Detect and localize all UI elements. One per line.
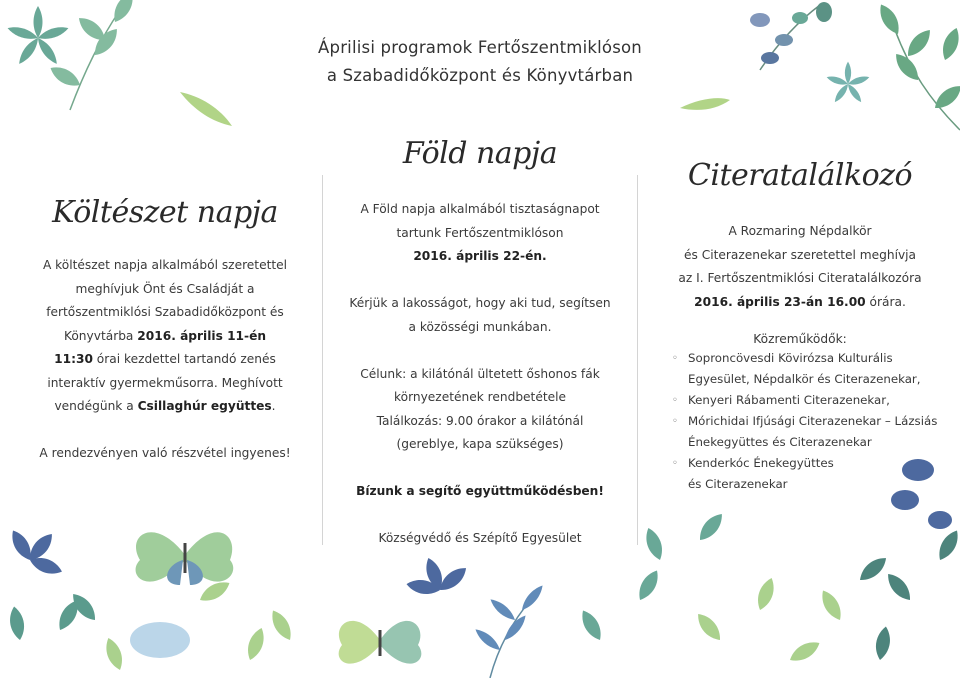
leaf-branch-icon [7,527,296,672]
leaf-branch-icon [473,583,546,678]
list-item [670,390,950,411]
citera-line-1: A Rozmaring Népdalkör [728,224,872,238]
contributor-3-line-2: Énekegyüttes és Citerazenekar [688,435,872,449]
citera-date: 2016. április 23-án 16.00 [694,294,866,309]
kolteszet-line-1: A költészet napja alkalmából szeretettel [42,258,288,272]
fold-line-7: környezetének rendbetétele [393,390,566,404]
contributor-2-line-1: Kenyeri Rábamenti Citerazenekar, [688,393,890,407]
contributor-1-line-1: Soproncövesdi Kövirózsa Kulturális [688,351,893,365]
contributors-list [670,348,950,495]
bullet-icon: ◦ [672,395,678,406]
fold-organizer: Községvédő és Szépítő Egyesület [378,531,582,545]
section-title-citeratalalkozo: Citeratalálkozó [687,158,913,193]
list-item [670,411,950,453]
header-line-2: a Szabadidőközpont és Könyvtárban [326,66,634,85]
kolteszet-line-4-text: Könyvtárba [63,328,138,343]
kolteszet-line-5 [20,348,310,372]
leaf-branch-icon [405,556,470,597]
fold-line-2: tartunk Fertőszentmiklóson [396,225,564,240]
kolteszet-line-6: interaktív gyermekműsorra. Meghívott [47,375,283,390]
bullet-icon: ◦ [672,458,678,469]
bullet-icon: ◦ [672,416,678,427]
citera-line-4-text: órára. [865,294,906,309]
kolteszet-line-5-text: órai kezdettel tartandó zenés [92,352,276,366]
butterfly-icon [136,532,234,585]
kolteszet-line-7-text: vendégünk a [54,399,138,413]
citera-line-4 [650,291,950,315]
contributor-4-line-2: és Citerazenekar [688,477,788,491]
list-item [670,348,950,390]
header-line-1: Áprilisi programok Fertőszentmiklóson [318,38,642,57]
fold-date: 2016. április 22-én. [413,249,547,263]
contributor-4-line-1: Kenderkóc Énekegyüttes [688,456,834,470]
fold-line-5: a közösségi munkában. [408,319,552,334]
section-title-fold-napja: Föld napja [402,136,558,171]
fold-napja-text [330,198,630,551]
section-title-kolteszet: Költészet napja [52,195,278,230]
kolteszet-line-7 [20,395,310,419]
kolteszet-line-2: meghívjuk Önt és Családját a [75,281,255,296]
kolteszet-line-7-end: . [271,399,276,413]
fold-line-6: Célunk: a kilátónál ültetett őshonos fák [360,366,600,381]
contributors-heading: Közreműködők: [753,332,847,346]
contributors-list-wrap [670,348,950,495]
page-header [0,34,960,90]
kolteszet-guest: Csillaghúr együttes [137,399,272,413]
citera-line-3: az I. Fertőszentmiklósi Citeratalálkozóra [678,271,922,285]
column-divider-right [637,175,638,545]
kolteszet-line-3: fertőszentmiklósi Szabadidőközpont és [46,305,284,319]
kolteszet-date: 2016. április 11-én [137,328,267,343]
bullet-icon: ◦ [672,353,678,364]
fold-line-8: Találkozás: 9.00 órakor a kilátónál [376,413,584,428]
citera-line-2: és Citerazenekar szeretettel meghívja [683,247,917,262]
butterfly-icon [339,621,422,664]
citera-text [650,220,950,350]
fold-line-4: Kérjük a lakosságot, hogy aki tud, segítsen [349,296,611,310]
kolteszet-time: 11:30 [54,352,93,366]
fold-line-1: A Föld napja alkalmából tisztaságnapot [360,202,600,216]
list-item [670,453,950,495]
contributor-3-line-1: Mórichidai Ifjúsági Citerazenekar – Lázsiás [688,414,938,428]
contributor-1-line-2: Egyesület, Népdalkör és Citerazenekar, [688,372,921,386]
kolteszet-closing: A rendezvényen való részvétel ingyenes! [39,446,291,460]
column-divider-left [322,175,323,545]
kolteszet-text [20,254,310,466]
fold-call-to-action: Bízunk a segítő együttműködésben! [356,484,604,498]
kolteszet-line-4 [20,325,310,349]
fold-line-9: (gereblye, kapa szükséges) [396,437,564,451]
